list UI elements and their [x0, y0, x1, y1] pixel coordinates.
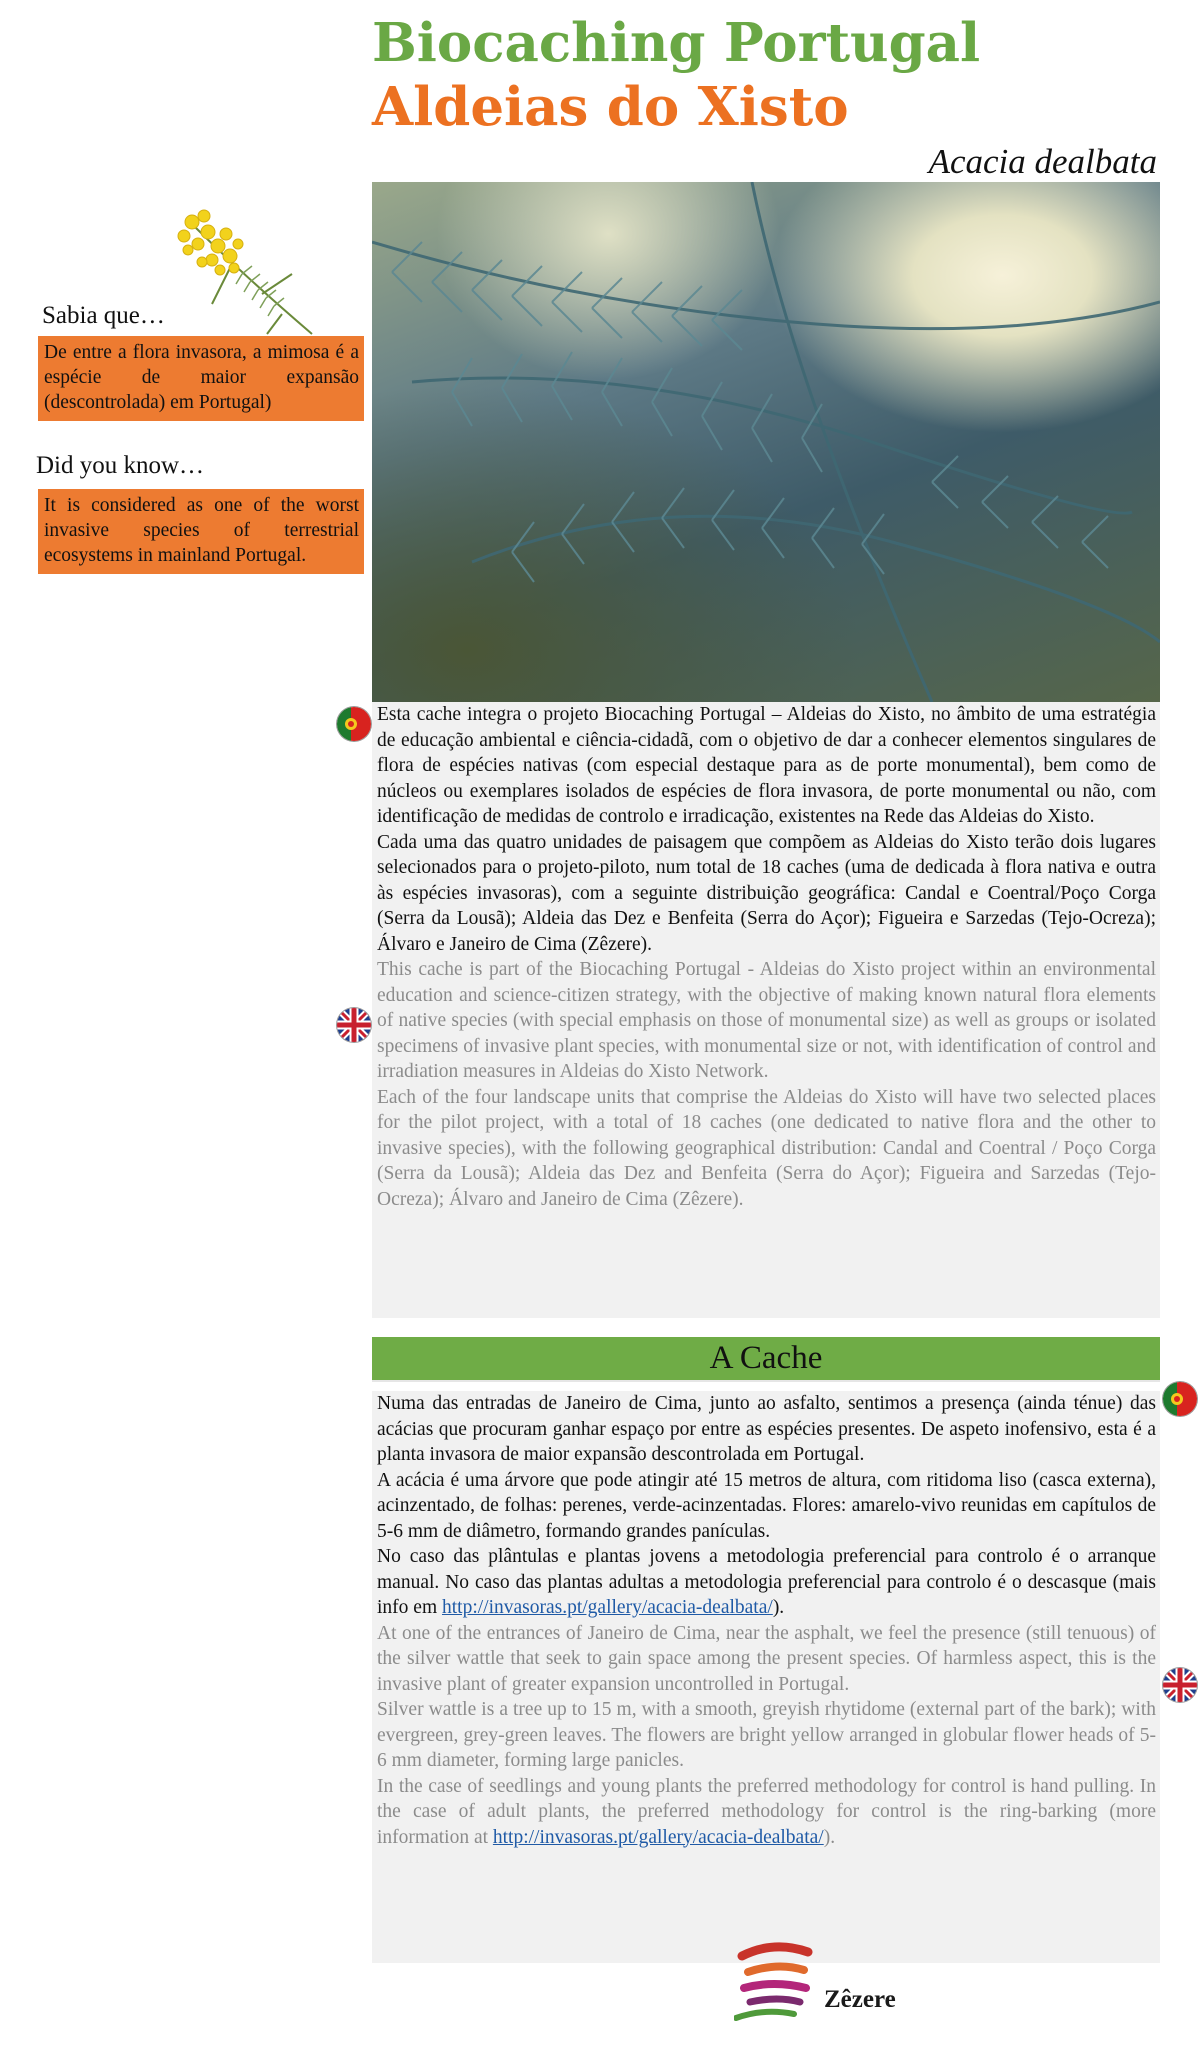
cache-text-block — [372, 1391, 1160, 1963]
cache-pt-paragraph: A acácia é uma árvore que pode atingir até 15 metros de altura, com ritidoma liso (casca externa), acinzentado, de folhas: perenes, verde-acinzentadas. Flores: amarelo-vivo reunidas em capítulos de 5-6 mm de diâmetro, formando grandes panículas. — [377, 1469, 1156, 1542]
did-you-know-pt-heading: Sabia que… — [42, 302, 165, 329]
invasoras-link-en[interactable]: http://invasoras.pt/gallery/acacia-dealbata/ — [492, 1826, 824, 1848]
intro-pt-paragraph: Cada uma das quatro unidades de paisagem que compõem as Aldeias do Xisto terão dois lugares selecionados para o projeto-piloto, num total de 18 caches (uma de dedicada à flora nativa e outra às espécies invasoras), com a seguinte distribuição geográfica: Candal e Coentral/Poço Corga (Serra da Lousã); Aldeia das Dez e Benfeita (Serra do Açor); Figueira e Sarzedas (Tejo-Ocreza); Álvaro e Janeiro de Cima (Zêzere). — [377, 831, 1156, 955]
uk-flag-icon — [337, 1008, 371, 1042]
portugal-flag-icon — [337, 707, 371, 741]
title-aldeias: Aldeias do Xisto — [372, 76, 849, 138]
intro-pt-paragraph: Esta cache integra o projeto Biocaching Portugal – Aldeias do Xisto, no âmbito de uma estratégia de educação ambiental e ciência-cidadã, com o objetivo de dar a conhecer elementos singulares de flora de espécies nativas (com especial destaque para as de porte monumental), bem como de núcleos ou exemplares isolados de espécies de flora invasora, de porte monumental ou não, com identificação de medidas de controlo e irradicação, existentes na Rede das Aldeias do Xisto. — [377, 704, 1156, 827]
cache-en-paragraph: Silver wattle is a tree up to 15 m, with a smooth, greyish rhytidome (external part of the bark); with evergreen, grey-green leaves. The flowers are bright yellow arranged in globular flower heads of 5-6 mm diameter, forming large panicles. — [377, 1699, 1156, 1771]
intro-text-block — [372, 702, 1160, 1318]
species-name: Acacia dealbata — [928, 142, 1157, 181]
cache-pt-paragraph: Numa das entradas de Janeiro de Cima, junto ao asfalto, sentimos a presença (ainda ténue) das acácias que procuram ganhar espaço por entre as espécies presentes. De aspeto inofensivo, esta é a planta invasora de maior expansão descontrolada em Portugal. — [377, 1393, 1156, 1465]
title-biocaching: Biocaching Portugal — [372, 12, 981, 74]
cache-pt-text: No caso das plântulas e plantas jovens a metodologia preferencial para controlo é o arranque manual. No caso das plantas adultas a metodologia preferencial para controlo é o descasque (mais info em — [377, 1546, 1156, 1618]
uk-flag-icon — [1163, 1668, 1197, 1702]
foliage-illustration — [372, 182, 1160, 702]
did-you-know-pt-box: De entre a flora invasora, a mimosa é a espécie de maior expansão (descontrolada) em Portugal) — [38, 336, 364, 421]
footer-region-name: Zêzere — [824, 1986, 896, 2013]
portugal-flag-icon — [1163, 1382, 1197, 1416]
cache-section-heading: A Cache — [372, 1337, 1160, 1382]
cache-pt-text-end: ). — [772, 1597, 785, 1618]
cache-en-text: In the case of seedlings and young plants the preferred methodology for control is hand pulling. In the case of adult plants, the preferred methodology for control is the ring-barking (more information at — [377, 1775, 1156, 1848]
mimosa-flower-icon — [172, 204, 320, 340]
acacia-photo — [372, 182, 1160, 702]
did-you-know-en-box: It is considered as one of the worst invasive species of terrestrial ecosystems in mainland Portugal. — [38, 489, 364, 574]
did-you-know-en-heading: Did you know… — [36, 452, 205, 479]
zezere-logo-icon — [734, 1938, 816, 2024]
cache-en-text-end: ). — [823, 1826, 836, 1848]
cache-en-paragraph — [377, 1774, 1156, 1851]
cache-en-paragraph: At one of the entrances of Janeiro de Cima, near the asphalt, we feel the presence (still tenuous) of the silver wattle that seek to gain space among the present species. Of harmless aspect, this is the invasive plant of greater expansion uncontrolled in Portugal. — [377, 1622, 1156, 1695]
intro-en-paragraph: Each of the four landscape units that comprise the Aldeias do Xisto will have two selected places for the pilot project, with a total of 18 caches (one dedicated to native flora and the other to invasive species), with the following geographical distribution: Candal and Coentral / Poço Corga (Serra da Lousã); Aldeia das Dez and Benfeita (Serra do Açor); Figueira and Sarzedas (Tejo-Ocreza); Álvaro and Janeiro de Cima (Zêzere). — [377, 1086, 1156, 1210]
invasoras-link-pt[interactable]: http://invasoras.pt/gallery/acacia-dealbata/ — [441, 1597, 773, 1618]
intro-en-paragraph: This cache is part of the Biocaching Portugal - Aldeias do Xisto project within an environmental education and science-citizen strategy, with the objective of making known natural flora elements of native species (with special emphasis on those of monumental size) as well as groups or isolated specimens of invasive plant species, with monumental size or not, with identification of control and irradiation measures in Aldeias do Xisto Network. — [377, 959, 1156, 1082]
cache-pt-paragraph — [377, 1544, 1156, 1621]
